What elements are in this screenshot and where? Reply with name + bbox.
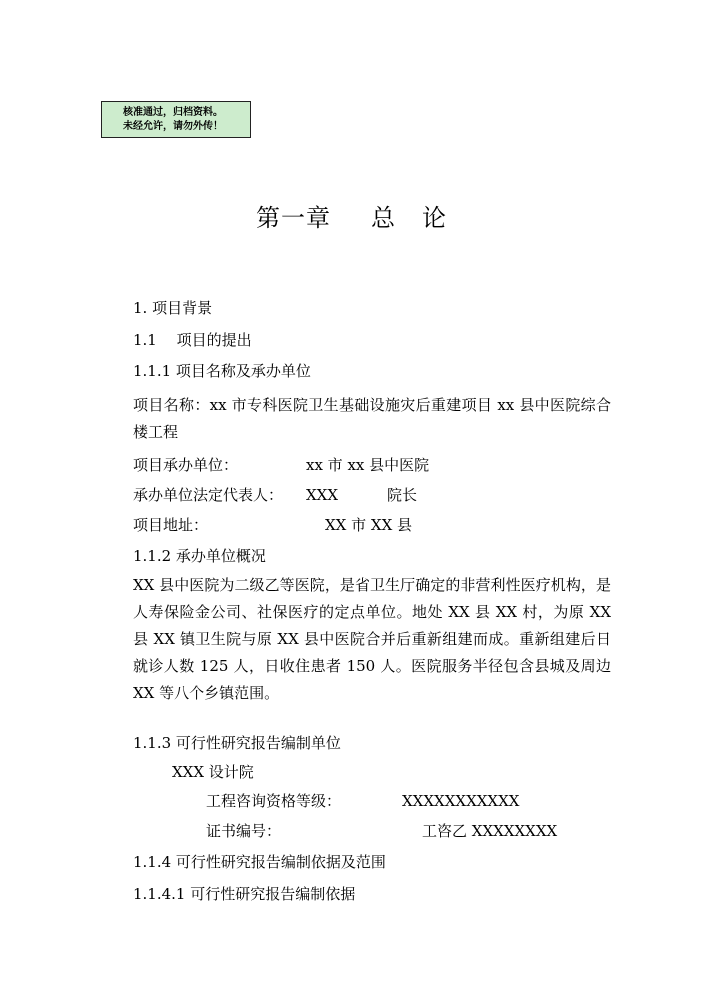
- chapter-word-1: 总: [371, 204, 396, 232]
- chapter-word-2: 论: [422, 204, 447, 232]
- stamp-line-2: 未经允许，请勿外传！: [123, 121, 223, 132]
- project-unit-label: 项目承办单位：: [133, 456, 239, 474]
- unit-overview-paragraph: XX 县中医院为二级乙等医院，是省卫生厅确定的非营利性医疗机构，是人寿保险金公司、社保医疗的定点单位。地处 XX 县 XX 村，为原 XX 县 XX 镇卫生院与原 XX 县中医院合并后重新组建而成。重新组建后日就诊人数 125 人，日收住患者 150 人。医院服务半径包含县城及周边 XX 等八个乡镇范围。: [133, 576, 611, 702]
- heading-project-proposal: 1.1 项目的提出: [133, 331, 252, 349]
- heading-report-compiler: 1.1.3 可行性研究报告编制单位: [133, 734, 341, 752]
- compiler-institute: XXX 设计院: [172, 763, 254, 781]
- stamp-line-1: 核准通过，归档资料。: [123, 107, 223, 118]
- project-name-paragraph: 项目名称：xx 市专科医院卫生基础设施灾后重建项目 xx 县中医院综合楼工程: [133, 396, 611, 441]
- legal-rep-title: 院长: [387, 486, 418, 504]
- heading-report-basis-scope: 1.1.4 可行性研究报告编制依据及范围: [133, 853, 386, 871]
- project-address-value: XX 市 XX 县: [325, 516, 413, 534]
- legal-rep-label: 承办单位法定代表人：: [133, 486, 284, 504]
- heading-project-name-unit: 1.1.1 项目名称及承办单位: [133, 362, 311, 380]
- legal-rep-name: XXX: [306, 486, 339, 504]
- heading-project-background: 1. 项目背景: [133, 299, 213, 317]
- qualification-grade-value: XXXXXXXXXXX: [402, 792, 520, 810]
- project-address-label: 项目地址：: [133, 516, 209, 534]
- certificate-number-value: 工咨乙 XXXXXXXX: [422, 822, 558, 840]
- heading-unit-overview: 1.1.2 承办单位概况: [133, 547, 266, 565]
- heading-report-basis: 1.1.4.1 可行性研究报告编制依据: [133, 885, 356, 903]
- chapter-title: [0, 198, 703, 233]
- qualification-grade-label: 工程咨询资格等级：: [206, 792, 342, 810]
- confidential-stamp: [101, 101, 251, 138]
- project-unit-value: xx 市 xx 县中医院: [306, 456, 430, 474]
- certificate-number-label: 证书编号：: [206, 822, 282, 840]
- chapter-number: 第一章: [256, 204, 331, 232]
